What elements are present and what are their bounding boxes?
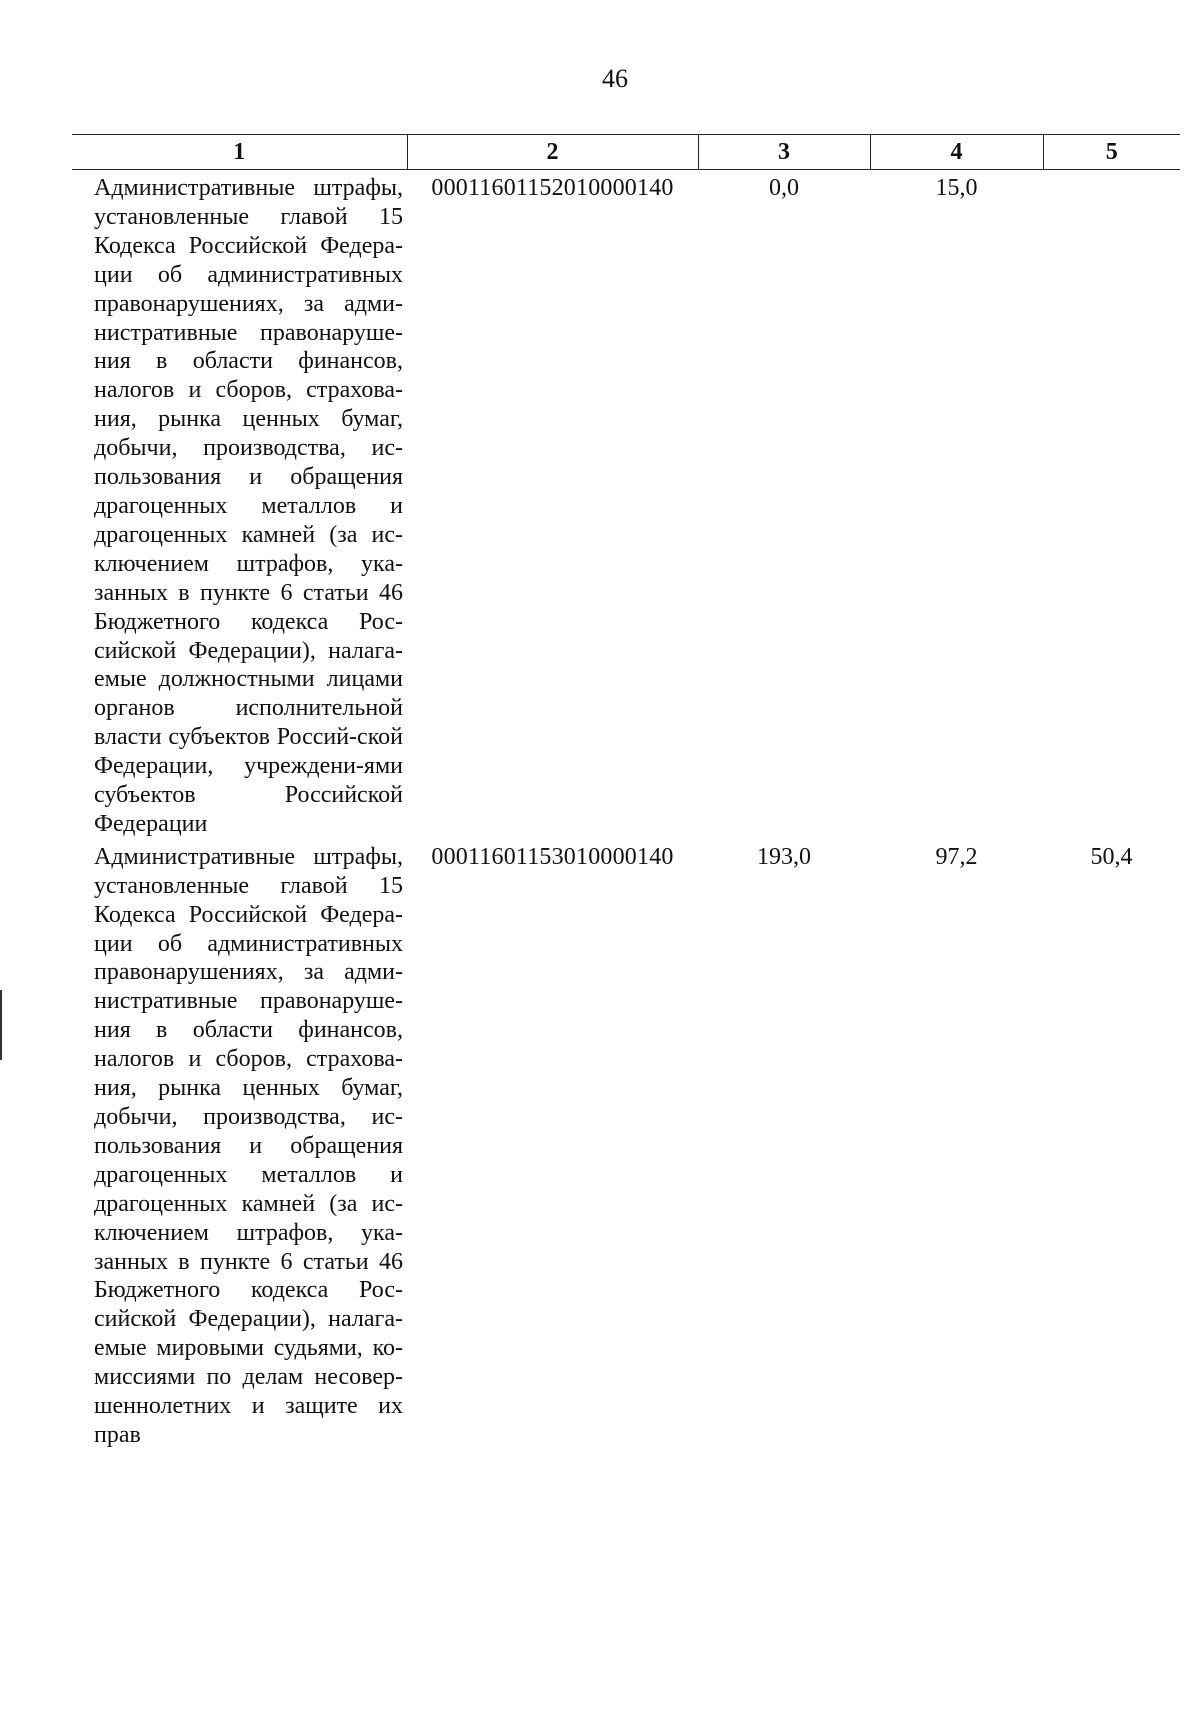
header-col-1: 1 [72,135,407,170]
table-body [72,170,1180,1450]
row-value-col5 [1043,170,1180,839]
budget-table-container [72,134,1180,1450]
row-description: Административные штрафы, установленные главой 15 Кодекса Российской Федера-ции об административных правонарушениях, за адми-нистративные правонаруше-ния в области финансов, налогов и сборов, страхова-ния, рынка ценных бумаг, добычи, производства, ис-пользования и обращения драгоценных металлов и драгоценных камней (за ис-ключением штрафов, ука-занных в пункте 6 статьи 46 Бюджетного кодекса Рос-сийской Федерации), налага-емые должностными лицами органов исполнительной власти субъектов Россий-ской Федерации, учреждени-ями субъектов Российской Федерации [94,175,403,837]
row-code: 00011601153010000140 [431,843,674,870]
row-value-col5: 50,4 [1090,843,1133,870]
page-number: 46 [602,64,628,93]
row-value-col3: 0,0 [769,175,799,201]
row-value-col4: 15,0 [935,175,978,201]
row-value-col3: 193,0 [757,843,811,870]
header-col-2: 2 [407,135,698,170]
budget-table [72,134,1180,1450]
scan-edge-mark [0,990,2,1060]
row-value-col4: 97,2 [935,843,978,870]
header-col-4: 4 [870,135,1043,170]
header-col-3: 3 [698,135,870,170]
header-row [72,135,1180,170]
row-code: 00011601152010000140 [431,175,674,201]
table-row [72,170,1180,839]
table-row [72,839,1180,1450]
header-col-5: 5 [1043,135,1180,170]
row-description: Административные штрафы, установленные главой 15 Кодекса Российской Федера-ции об административных правонарушениях, за адми-нистративные правонаруше-ния в области финансов, налогов и сборов, страхова-ния, рынка ценных бумаг, добычи, производства, ис-пользования и обращения драгоценных металлов и драгоценных камней (за ис-ключением штрафов, ука-занных в пункте 6 статьи 46 Бюджетного кодекса Рос-сийской Федерации), налага-емые мировыми судьями, ко-миссиями по делам несовер-шеннолетних и защите их прав [94,843,403,1448]
table-header [72,135,1180,170]
